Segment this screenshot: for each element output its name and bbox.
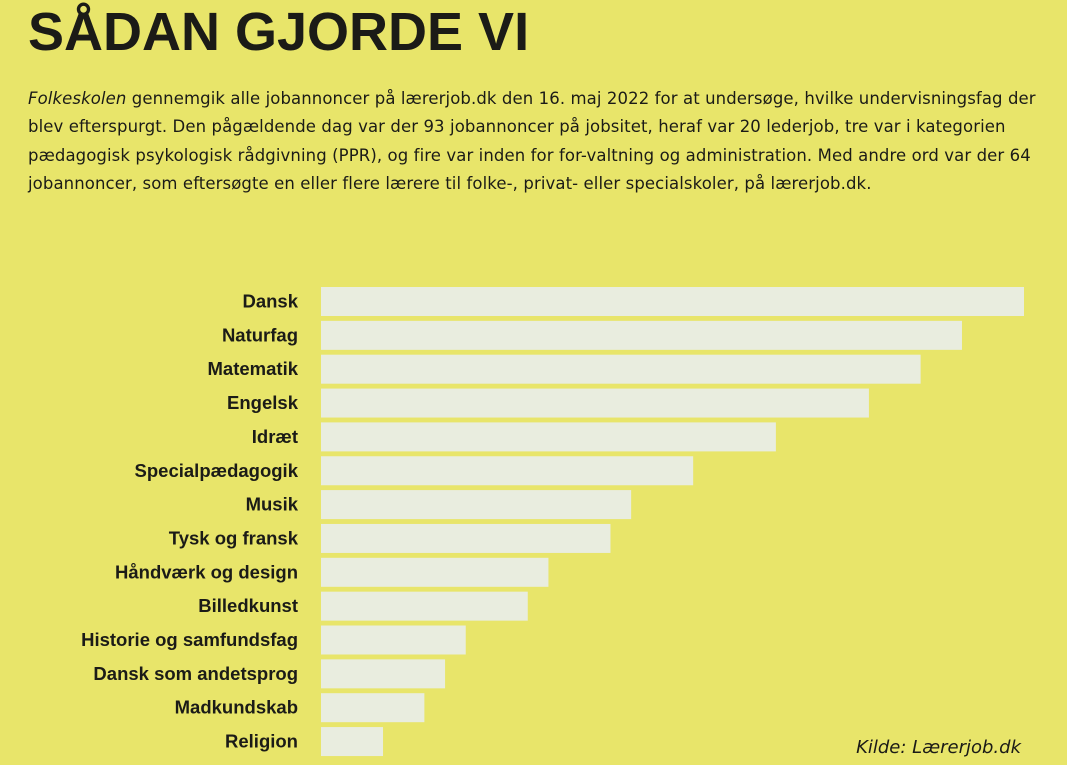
intro-lead: Folkeskolen xyxy=(28,89,127,108)
category-label-engelsk: Engelsk xyxy=(227,392,298,414)
bar-dansk xyxy=(321,287,1024,316)
intro-text: gennemgik alle jobannoncer på lærerjob.dk den 16. maj 2022 for at undersøge, hvilke undervisningsfag der blev efterspurgt. Den pågældende dag var der 93 jobannoncer på jobsitet, heraf var 20 lederjob, tre var i kategorien pædagogisk psykologisk rådgivning (PPR), og fire var inden for for-valtning og administration. Med andre ord var der 64 jobannoncer, som eftersøgte en eller flere lærere til folke-, privat- eller specialskoler, på lærerjob.dk. xyxy=(28,89,1036,193)
bar-musik xyxy=(321,490,631,519)
bar-billedkunst xyxy=(321,592,528,621)
bar-historie-og-samfundsfag xyxy=(321,626,466,655)
category-label-musik: Musik xyxy=(245,493,298,515)
source-note: Kilde: Lærerjob.dk xyxy=(856,737,1021,758)
bar-engelsk xyxy=(321,389,869,418)
category-label-matematik: Matematik xyxy=(207,358,298,380)
bar-tysk-og-fransk xyxy=(321,524,610,553)
bar-naturfag xyxy=(321,321,962,350)
bar-haandvaerk-og-design xyxy=(321,558,548,587)
bar-specialpaedagogik xyxy=(321,456,693,485)
category-label-billedkunst: Billedkunst xyxy=(198,595,298,617)
category-label-tysk-og-fransk: Tysk og fransk xyxy=(168,527,298,549)
bar-dansk-som-andetsprog xyxy=(321,659,445,688)
bar-madkundskab xyxy=(321,693,424,722)
bar-religion xyxy=(321,727,383,756)
category-label-specialpaedagogik: Specialpædagogik xyxy=(134,459,298,481)
category-label-historie-og-samfundsfag: Historie og samfundsfag xyxy=(81,629,298,650)
category-label-dansk: Dansk xyxy=(242,290,298,312)
page-title: SÅDAN GJORDE VI xyxy=(28,2,530,62)
category-label-naturfag: Naturfag xyxy=(221,324,298,346)
category-label-idraet: Idræt xyxy=(251,425,298,447)
category-label-religion: Religion xyxy=(225,730,298,752)
bar-idraet xyxy=(321,422,776,451)
category-label-dansk-som-andetsprog: Dansk som andetsprog xyxy=(93,662,298,684)
category-label-madkundskab: Madkundskab xyxy=(174,696,298,718)
bar-matematik xyxy=(321,355,921,384)
category-label-haandvaerk-og-design: Håndværk og design xyxy=(115,561,298,583)
